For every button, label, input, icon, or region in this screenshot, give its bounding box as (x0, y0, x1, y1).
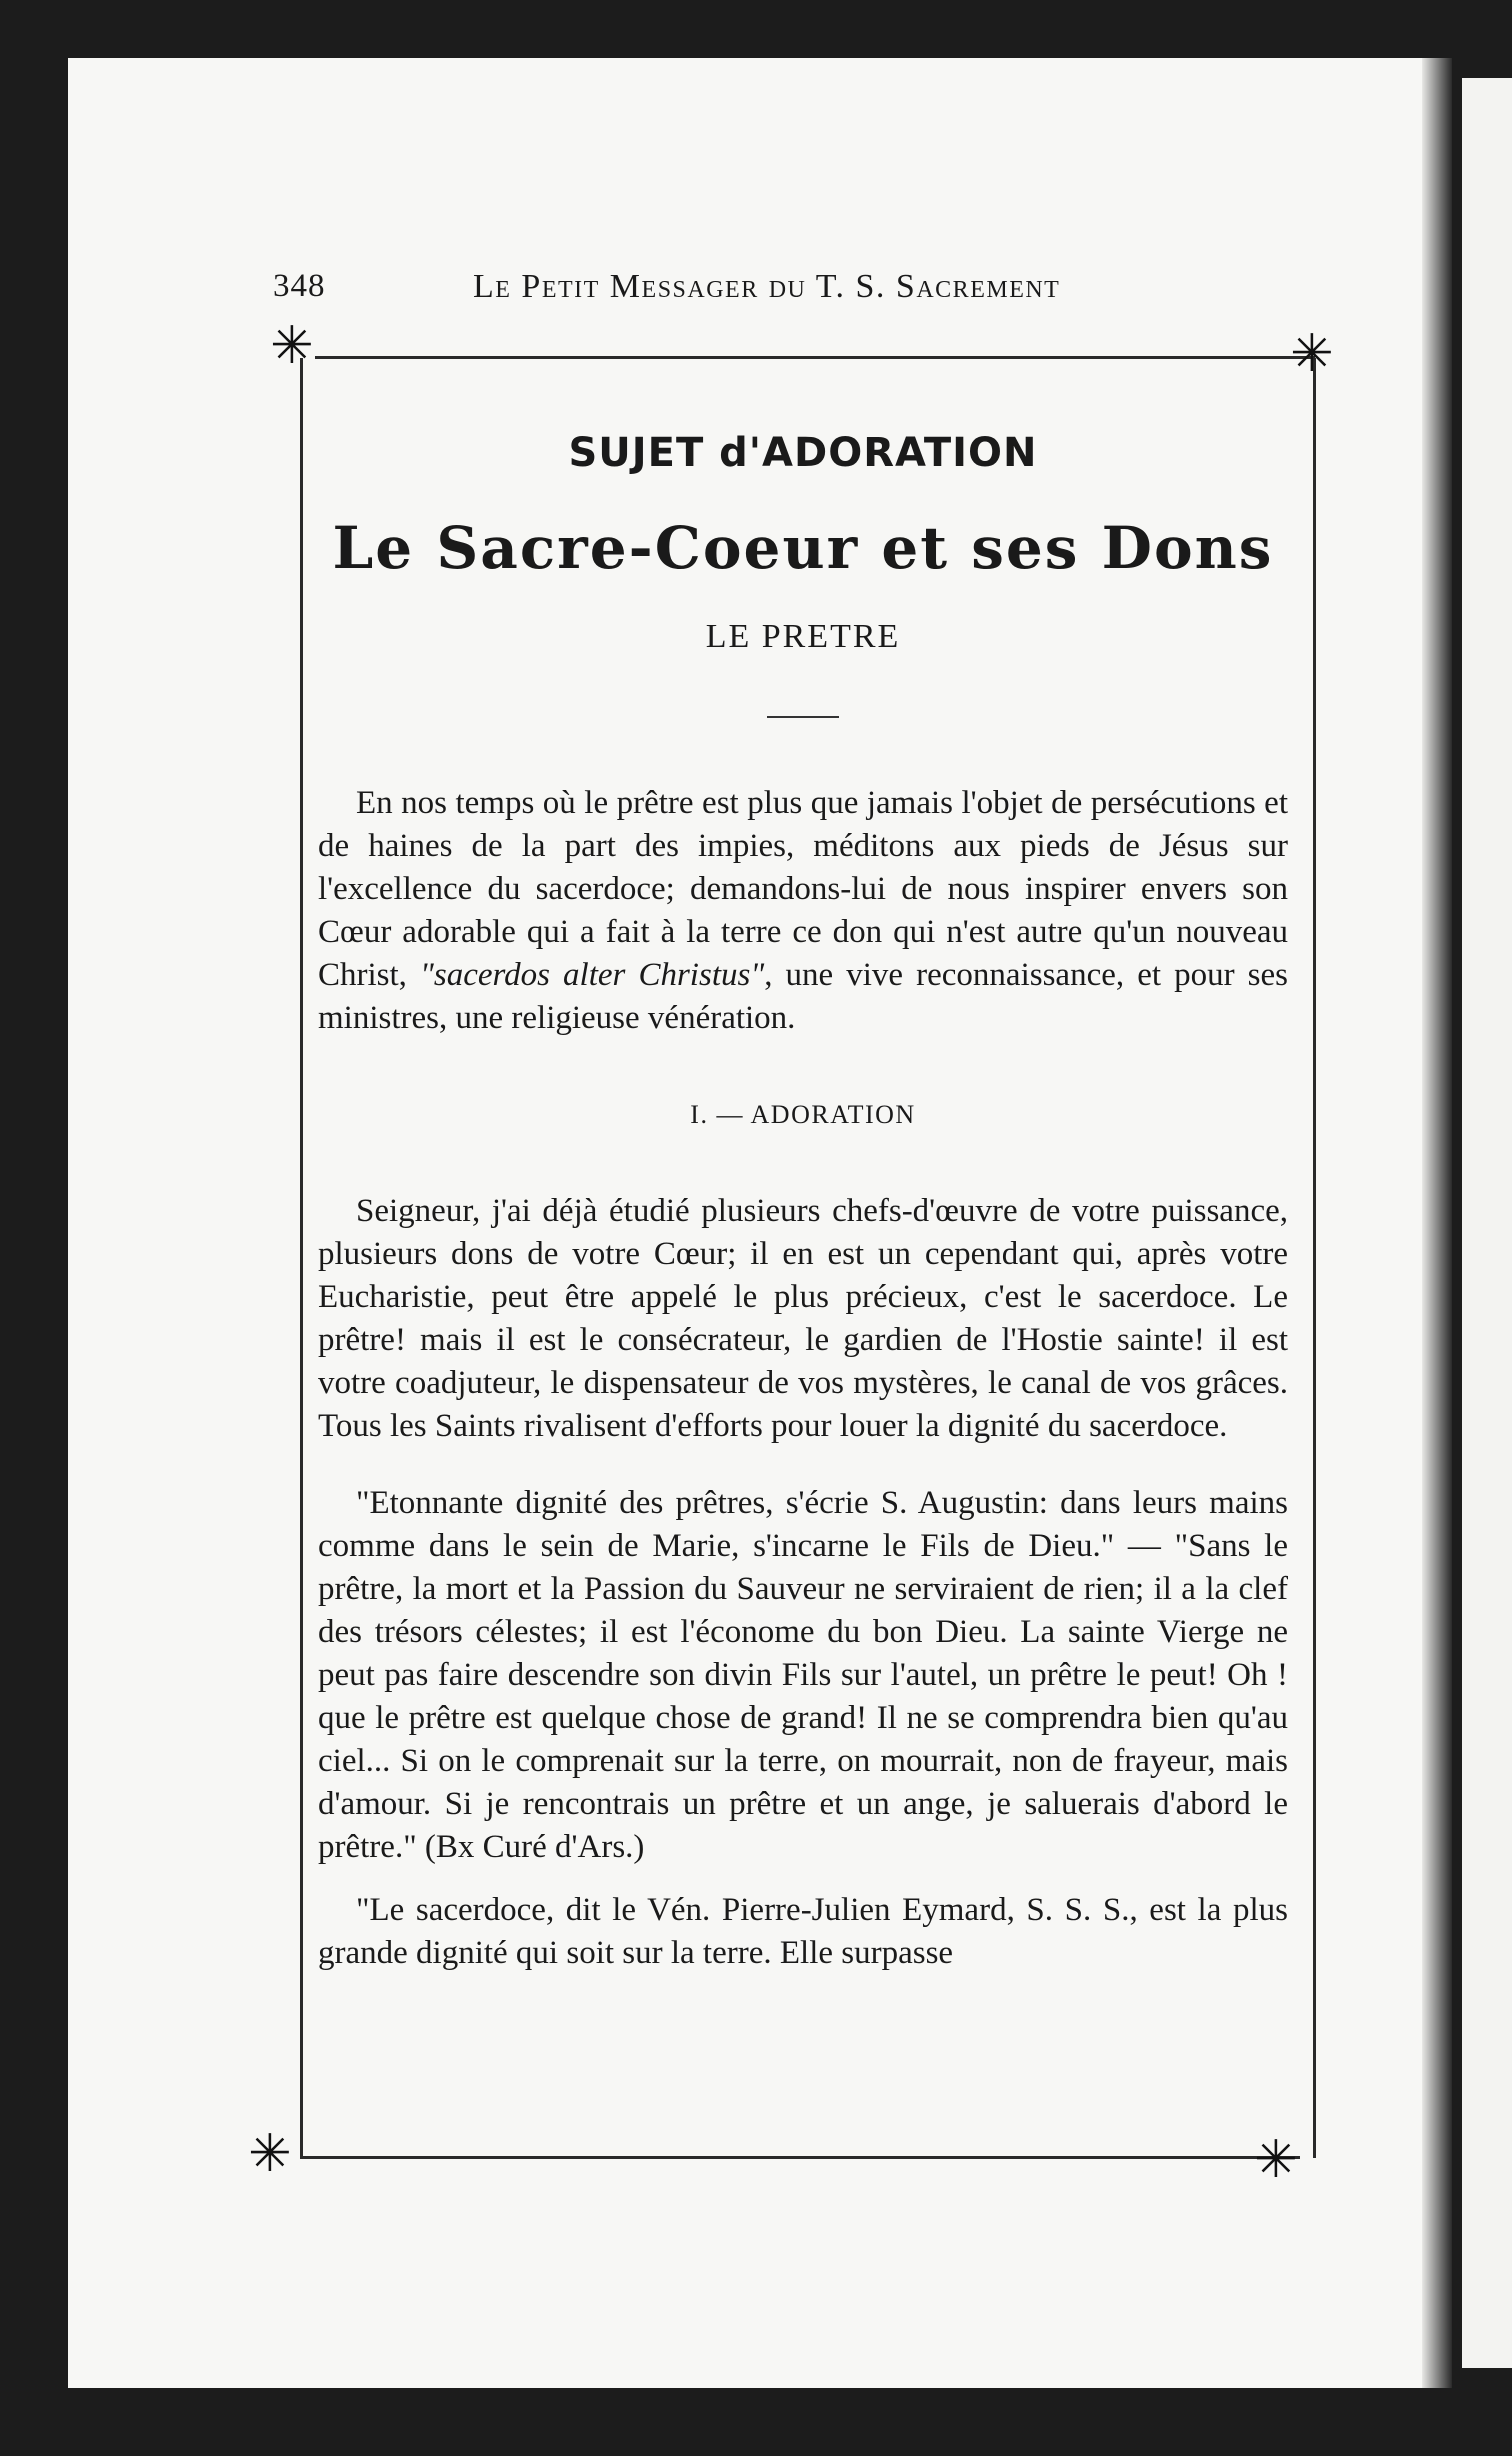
main-title: Le Sacre-Coeur et ses Dons (332, 514, 1274, 582)
next-page-edge (1462, 78, 1512, 2368)
running-title: Le Petit Messager du T. S. Sacrement (473, 268, 1061, 305)
page-gutter-shadow (1422, 58, 1452, 2388)
intro-paragraph (318, 782, 1288, 1040)
title-divider (767, 716, 839, 718)
article-subtitle: LE PRETRE (705, 618, 901, 655)
frame-left-rule (300, 358, 303, 2158)
intro-latin-quote: "sacerdos alter Christus" (420, 957, 765, 993)
intro-text-end: , une vive reconnaissance, et pour ses ministres, une religieuse vénération. (318, 957, 1288, 1036)
corner-star-icon: ✳ (1290, 324, 1334, 384)
frame-bottom-rule (300, 2156, 1300, 2159)
section-heading: I. — ADORATION (690, 1100, 916, 1129)
corner-star-icon: ✳ (1254, 2130, 1298, 2190)
subject-title: SUJET d'ADORATION (568, 430, 1038, 476)
corner-star-icon: ✳ (270, 316, 314, 376)
body-paragraph-3: "Le sacerdoce, dit le Vén. Pierre-Julien Eymard, S. S. S., est la plus grande dignité qui soit sur la terre. Elle surpasse (318, 1892, 1288, 1971)
body-paragraph-1: Seigneur, j'ai déjà étudié plusieurs chefs-d'œuvre de votre puissance, plusieurs dons de votre Cœur; il en est un cependant qui, après votre Eucharistie, peut être appelé le plus précieux, c'est le sacerdoce. Le prêtre! mais il est le consécrateur, le gardien de l'Hostie sainte! il est votre coadjuteur, le dispensateur de vos mystères, le canal de vos grâces. Tous les Saints rivalisent d'efforts pour louer la dignité du sacerdoce. (318, 1193, 1288, 1444)
frame-right-rule (1313, 358, 1316, 2158)
intro-text: En nos temps où le prêtre est plus que jamais l'objet de persécutions et de haines de la part des impies, méditons aux pieds de Jésus sur l'excellence du sacerdoce; demandons-lui de nous inspirer envers son Cœur adorable qui a fait à la terre ce don qui n'est autre qu'un nouveau Christ, (318, 785, 1288, 993)
frame-top-rule (315, 356, 1315, 359)
body-paragraph-2: "Etonnante dignité des prêtres, s'écrie S. Augustin: dans leurs mains comme dans le sein de Marie, s'incarne le Fils de Dieu." — "Sans le prêtre, la mort et la Passion du Sauveur ne serviraient de rien; il a la clef des trésors célestes; il est l'économe du bon Dieu. La sainte Vierge ne peut pas faire descendre son divin Fils sur l'autel, un prêtre le peut! Oh ! que le prêtre est quelque chose de grand! Il ne se comprendra bien qu'au ciel... Si on le comprenait sur la terre, on mourrait, non de frayeur, mais d'amour. Si je rencontrais un prêtre et un ange, je saluerais d'abord le prêtre." (Bx Curé d'Ars.) (318, 1485, 1288, 1865)
corner-star-icon: ✳ (248, 2124, 292, 2184)
article-body (318, 420, 1288, 1975)
page-number: 348 (273, 268, 326, 304)
